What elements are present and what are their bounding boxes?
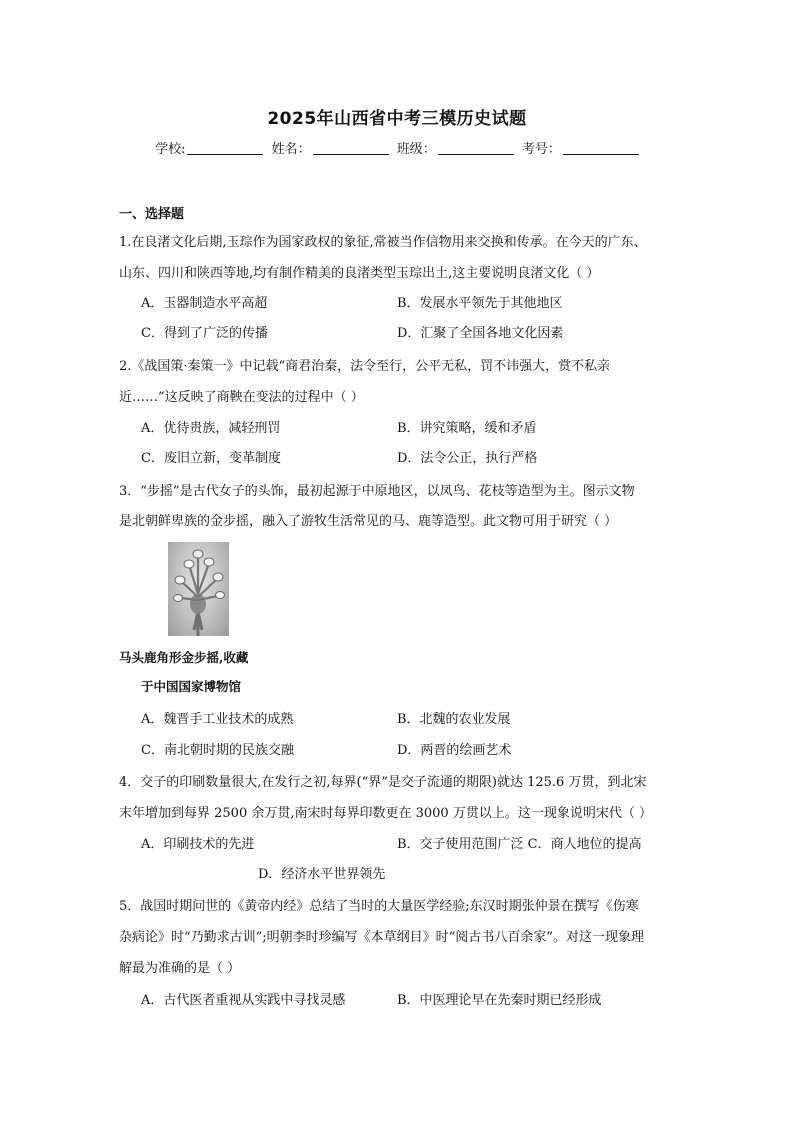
student-info-line [0, 138, 794, 157]
q3-image-caption-line2: 于中国国家博物馆 [141, 679, 242, 694]
q4-stem-line1: 4．交子的印刷数量很大,在发行之初,每界(“界”是交子流通的期限)就达 125.6 万贯，到北宋 [119, 775, 647, 790]
q4-option-d[interactable]: D．经济水平世界领先 [258, 867, 386, 882]
q3-stem-line1: 3．“步摇”是古代女子的头饰，最初起源于中原地区，以凤鸟、花枝等造型为主。图示文物 [119, 484, 635, 499]
class-label: 班级： [396, 142, 436, 157]
exam-number-blank[interactable] [563, 141, 639, 155]
q3-image-caption-line1: 马头鹿角形金步摇,收藏 [119, 650, 249, 665]
q4-option-a[interactable]: A．印刷技术的先进 [141, 837, 255, 852]
name-label: 姓名： [271, 142, 311, 157]
q2-stem-line1: 2.《战国策·秦策一》中记载“商君治秦，法令至行，公平无私，罚不讳强大，赏不私亲 [119, 359, 611, 374]
q5-stem-line1: 5．战国时期问世的《黄帝内经》总结了当时的大量医学经验;东汉时期张仲景在撰写《伤寒 [119, 899, 639, 914]
q2-option-d[interactable]: D．法令公正，执行严格 [397, 451, 538, 466]
q4-option-b-c[interactable]: B．交子使用范围广泛 C．商人地位的提高 [397, 837, 642, 852]
q1-option-d[interactable]: D．汇聚了全国各地文化因素 [397, 326, 564, 341]
name-field [272, 138, 389, 157]
q1-option-b[interactable]: B．发展水平领先于其他地区 [397, 296, 563, 311]
school-field [155, 138, 263, 157]
school-label: 学校: [155, 142, 186, 157]
q1-stem-line2: 山东、四川和陕西等地,均有制作精美的良渚类型玉琮出土,这主要说明良渚文化（ ） [119, 266, 600, 281]
q1-option-a[interactable]: A．玉器制造水平高超 [141, 296, 268, 311]
name-blank[interactable] [313, 141, 389, 155]
gold-buyao-artifact-image [168, 542, 229, 636]
q3-stem-line2: 是北朝鲜卑族的金步摇，融入了游牧生活常见的马、鹿等造型。此文物可用于研究（ ） [119, 514, 618, 529]
q5-stem-line3: 解最为准确的是（ ） [119, 961, 241, 976]
q5-stem-line2: 杂病论》时“乃勤求古训”;明朝李时珍编写《本草纲目》时“阅古书八百余家”。对这一现象理 [119, 930, 644, 945]
q3-option-d[interactable]: D．两晋的绘画艺术 [397, 743, 512, 758]
q2-option-b[interactable]: B．讲究策略，缓和矛盾 [397, 421, 537, 436]
q5-option-b[interactable]: B．中医理论早在先秦时期已经形成 [397, 993, 602, 1008]
q1-option-c[interactable]: C．得到了广泛的传播 [141, 326, 268, 341]
class-field [397, 138, 514, 157]
exam-title: 2025年山西省中考三模历史试题 [267, 109, 527, 129]
gold-buyao-illustration [168, 542, 229, 636]
exam-number-field [522, 138, 639, 157]
q3-option-b[interactable]: B．北魏的农业发展 [397, 712, 511, 727]
q2-option-a[interactable]: A．优待贵族，减轻刑罚 [141, 421, 281, 436]
exam-number-label: 考号： [521, 142, 561, 157]
q5-option-a[interactable]: A．古代医者重视从实践中寻找灵感 [141, 993, 346, 1008]
q4-stem-line2: 末年增加到每界 2500 余万贯,南宋时每界印数更在 3000 万贯以上。这一现象说明宋代（ ） [119, 806, 652, 821]
class-blank[interactable] [438, 141, 514, 155]
q1-stem-line1: 1.在良渚文化后期,玉琮作为国家政权的象征,常被当作信物用来交换和传承。在今天的广东、 [119, 235, 647, 250]
q3-option-a[interactable]: A．魏晋手工业技术的成熟 [141, 712, 294, 727]
school-blank[interactable] [187, 141, 263, 155]
section-title: 一、选择题 [119, 207, 185, 222]
q2-stem-line2: 近……”这反映了商鞅在变法的过程中（ ） [119, 390, 364, 405]
q2-option-c[interactable]: C．废旧立新，变革制度 [141, 451, 281, 466]
q3-option-c[interactable]: C．南北朝时期的民族交融 [141, 743, 294, 758]
